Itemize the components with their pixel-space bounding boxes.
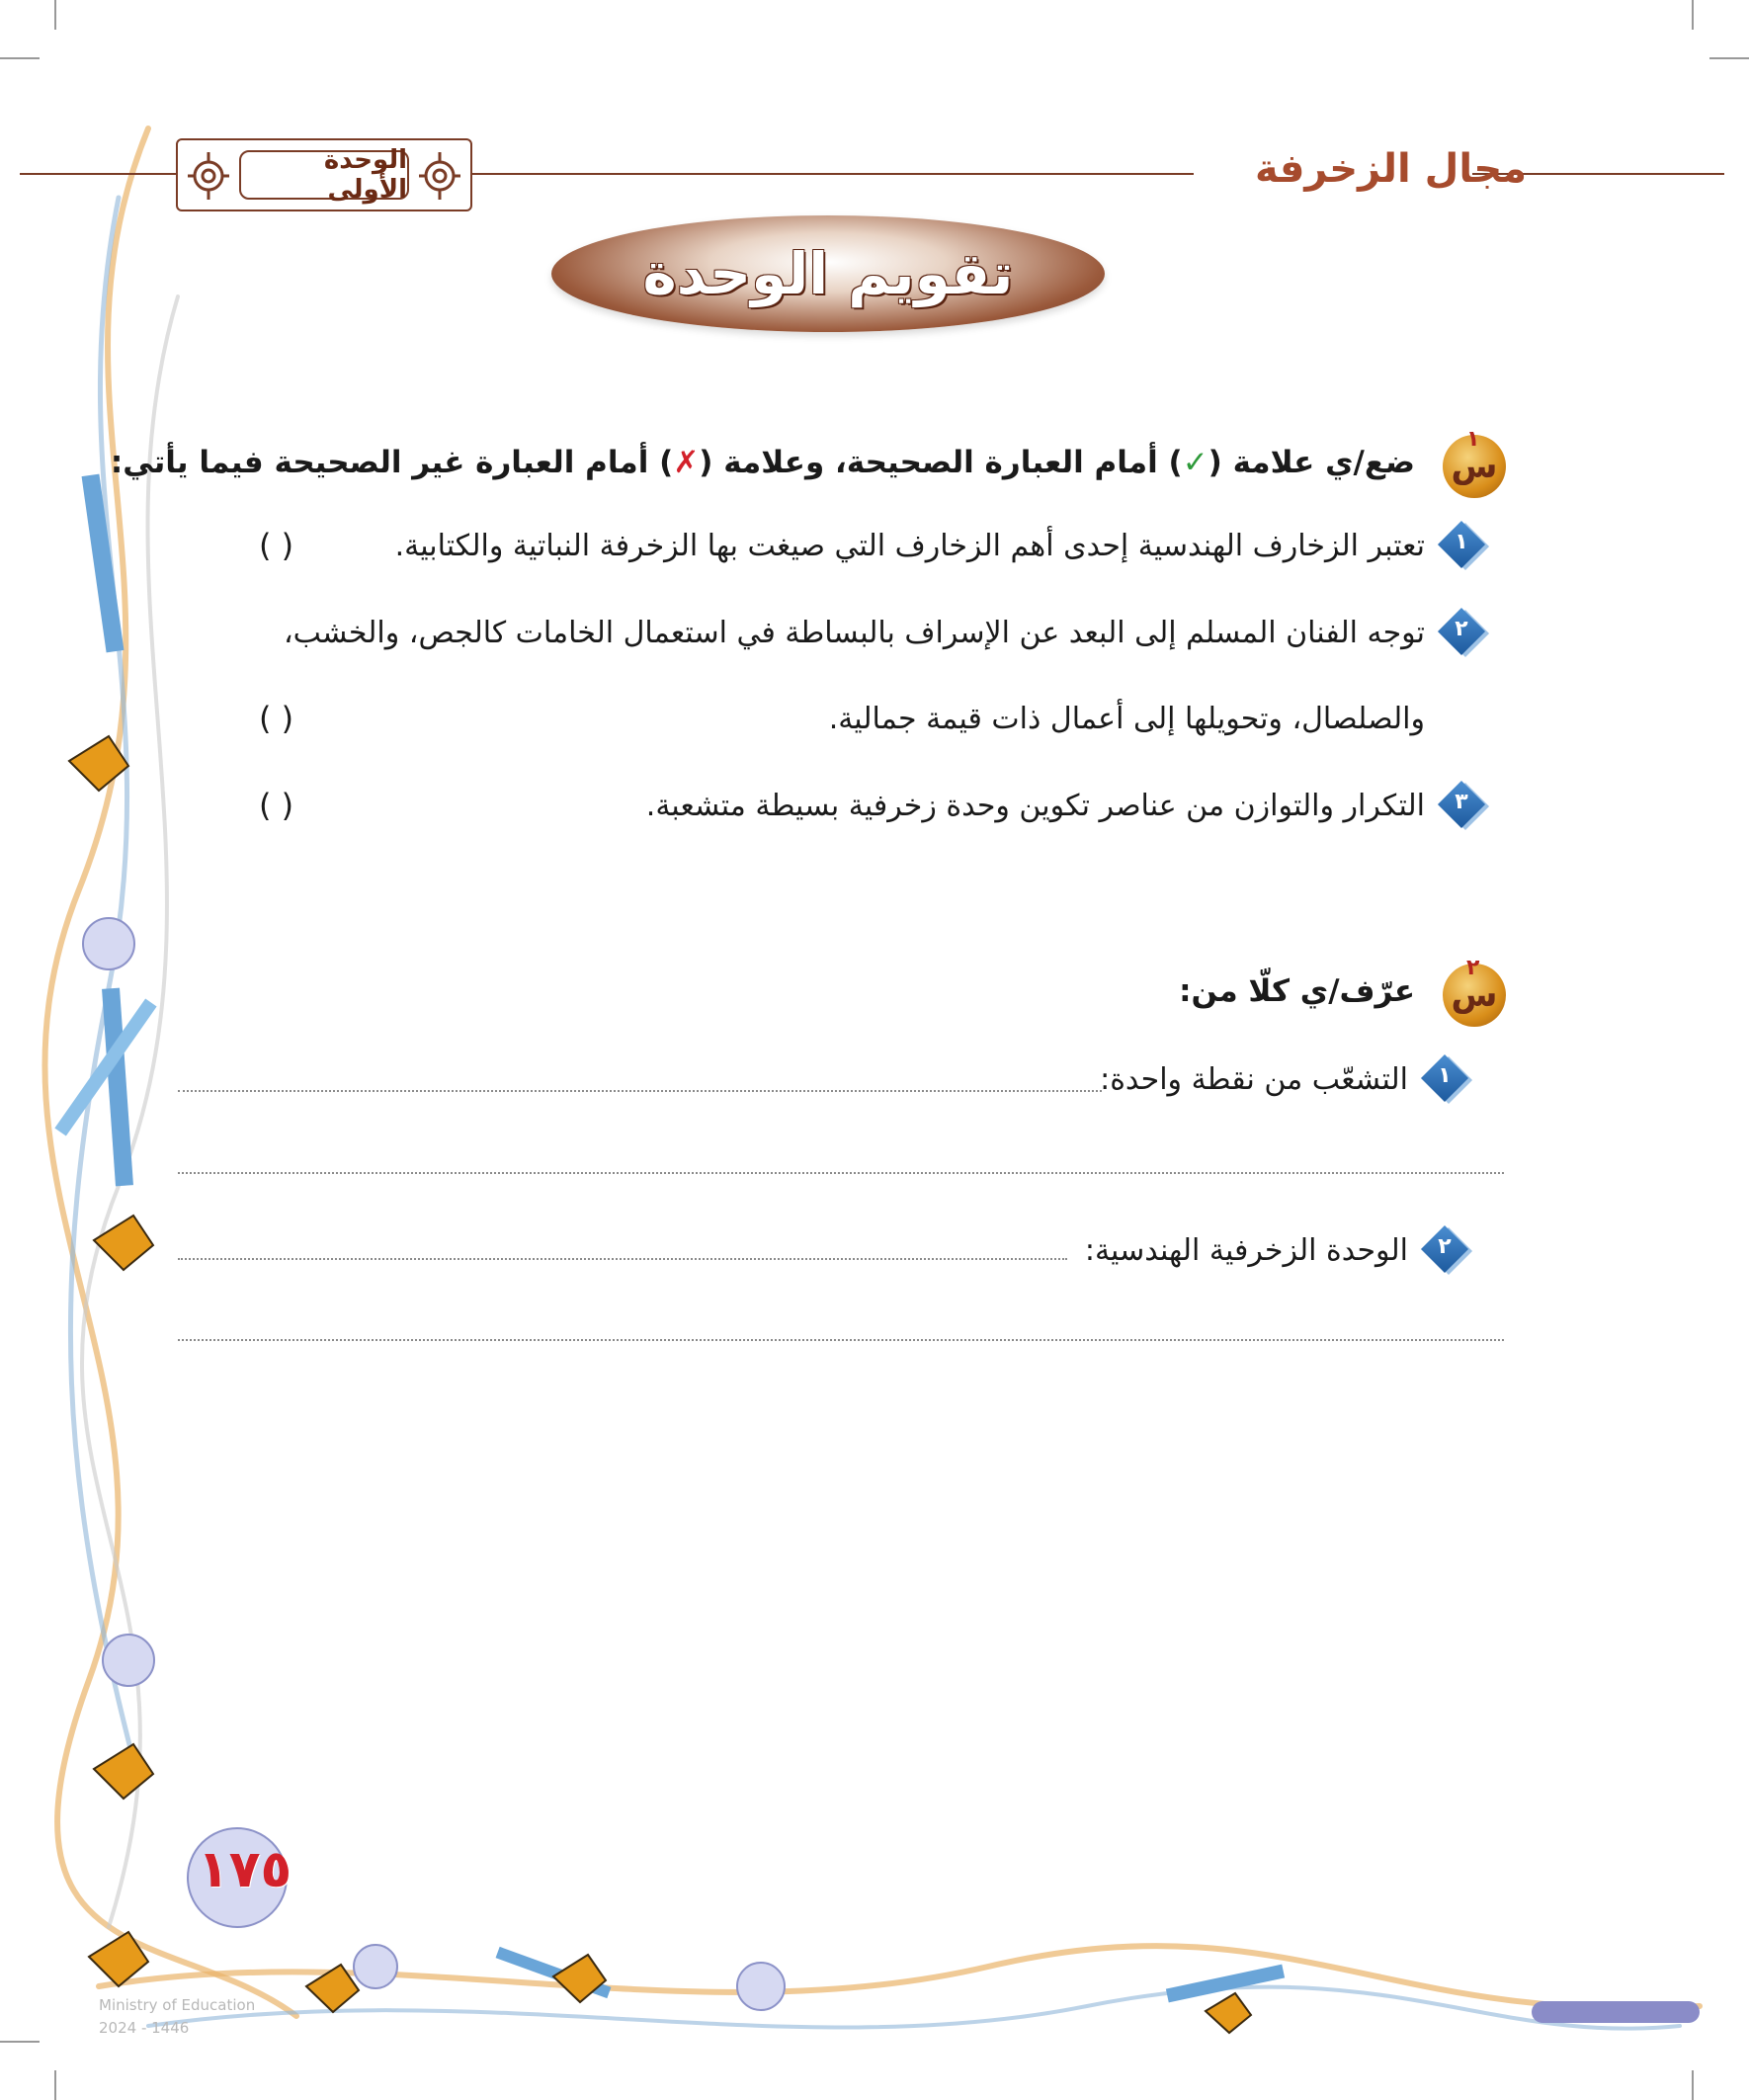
unit-label: الوحدة الأولى — [239, 150, 409, 200]
question-1-instruction — [111, 445, 1415, 480]
header-rule-left — [20, 173, 178, 175]
q1-statement-1: تعتبر الزخارف الهندسية إحدى أهم الزخارف التي صيغت بها الزخرفة النباتية والكتابية. — [394, 529, 1425, 563]
item-number: ١ — [1455, 530, 1468, 554]
header-rule-middle — [472, 173, 1194, 175]
question-badge-letter: س — [1451, 975, 1498, 1015]
question-1-number: ١ — [1466, 427, 1480, 452]
edition-year: 2024 - 1446 — [99, 2019, 190, 2037]
answer-box[interactable]: ( ) — [259, 527, 294, 564]
instruction-part-c: ) أمام العبارة غير الصحيحة فيما يأتي: — [110, 445, 674, 480]
answer-line[interactable] — [178, 1090, 1102, 1092]
check-mark-icon: ✓ — [1182, 445, 1208, 480]
page-title-banner — [551, 215, 1105, 332]
item-number-diamond — [1443, 786, 1488, 831]
item-number-diamond — [1426, 1059, 1471, 1105]
item-number-diamond — [1443, 613, 1488, 658]
answer-box[interactable]: ( ) — [259, 700, 294, 737]
cross-mark-icon: ✗ — [673, 445, 700, 480]
q1-statement-3: التكرار والتوازن من عناصر تكوين وحدة زخرفية بسيطة متشعبة. — [645, 789, 1425, 823]
q2-term-1: التشعّب من نقطة واحدة: — [1100, 1062, 1408, 1097]
question-badge-letter: س — [1451, 447, 1498, 486]
item-number-diamond — [1426, 1230, 1471, 1276]
instruction-part-b: ) أمام العبارة الصحيحة، وعلامة ( — [699, 445, 1183, 480]
page-title: تقويم الوحدة — [642, 240, 1014, 307]
field-title: مجال الزخرفة — [1254, 146, 1527, 192]
item-number: ٢ — [1455, 617, 1468, 641]
question-2-instruction: عرّف/ي كلّا من: — [1179, 973, 1415, 1009]
item-number: ٣ — [1455, 790, 1468, 814]
page-number: ١٧٥ — [198, 1840, 292, 1899]
answer-line[interactable] — [178, 1258, 1067, 1260]
item-number: ١ — [1438, 1063, 1452, 1088]
ornament-left-icon — [186, 148, 231, 204]
item-number: ٢ — [1438, 1234, 1452, 1259]
question-2-number: ٢ — [1466, 956, 1480, 980]
answer-line[interactable] — [178, 1339, 1504, 1341]
q1-statement-2-line-2: والصلصال، وتحويلها إلى أعمال ذات قيمة جمالية. — [828, 702, 1425, 736]
instruction-part-a: ضع/ي علامة ( — [1208, 445, 1415, 480]
answer-line[interactable] — [178, 1172, 1504, 1174]
unit-badge — [176, 138, 472, 211]
ministry-name: Ministry of Education — [99, 1996, 256, 2014]
q2-term-2: الوحدة الزخرفية الهندسية: — [1084, 1233, 1408, 1268]
ornament-right-icon — [417, 148, 462, 204]
q1-statement-2-line-1: توجه الفنان المسلم إلى البعد عن الإسراف بالبساطة في استعمال الخامات كالجص، والخشب، — [284, 616, 1425, 650]
item-number-diamond — [1443, 526, 1488, 571]
answer-box[interactable]: ( ) — [259, 787, 294, 824]
